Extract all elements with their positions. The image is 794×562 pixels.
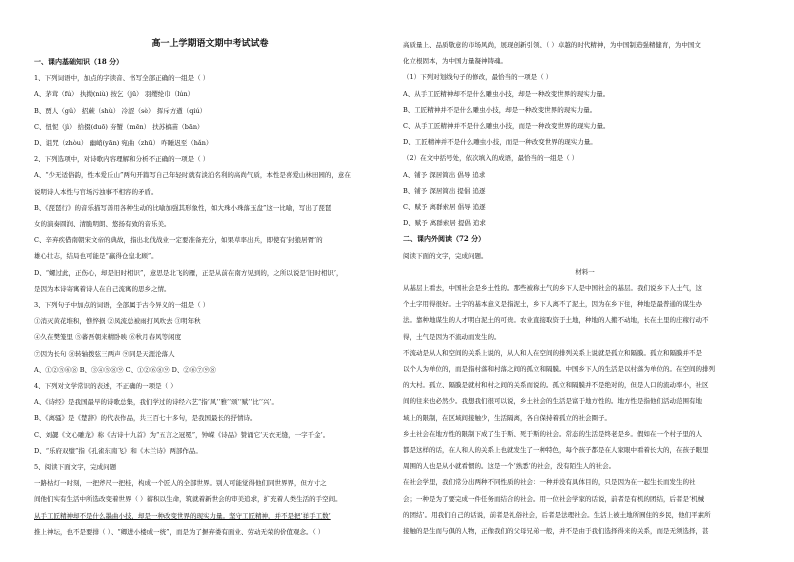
- text-line: ⑦因为长句 ⑧转轴拨弦三两声 ⑨同是天涯沦落人: [34, 349, 175, 358]
- text-line: A、①②⑤⑥⑧ B、③④⑤⑧⑨ C、①②⑥⑧⑨ D、②⑥⑦⑨⑧: [34, 365, 216, 374]
- text-line: 法。靠种地谋生的人才明白泥土的可贵。农业直接取资于土地，种地的人搬不动地，长在土里的庄稼行动不: [403, 316, 709, 325]
- text-line: 不流动是从人和空间的关系上说的，从人和人在空间的排列关系上说就是孤立和隔膜。孤立和隔膜并不是: [403, 348, 702, 357]
- text-line: B、《离骚》是《楚辞》的代表作品，共三百七十多句，是我国最长的抒情诗。: [34, 414, 257, 423]
- text-line: 化立根固本，为中国力量凝神铸魂。: [403, 57, 507, 66]
- text-line: 会；一种是为了要完成一件任务而结合的社会。用一位社会学家的话说，前者是有机的团结，后者是‘机械: [403, 494, 705, 503]
- text-line: 的团结’。用我们自己的话说，前者是礼俗社会，后者是法理社会。生活上被土地所囿住的乡民，他们平素所: [403, 510, 711, 519]
- text-line: 雄心壮志，结局也可能是“赢得仓皇北顾”。: [34, 252, 158, 261]
- text-line: 1、下列词语中，加点的字读音、书写全部正确的一组是（ ）: [34, 74, 210, 83]
- text-line: 推上神坛，也不是要排（ ）、“卿进小楼成一统”，而是为了摒弃娄有面业、劳动无荣的价值观念。（ ）: [34, 527, 325, 536]
- text-line: 间他们实有生活中所选改变着世界（ ）蓄积以生命，筑就着新世会的审美追求，扩充着人类生活的手空间。: [34, 495, 342, 504]
- text-line: 得，土气是因为不流动而发生的。: [403, 332, 501, 341]
- text-line: 从基层上看去，中国社会是乡土性的。那些被称土气的乡下人是中国社会的基层。我们说乡下人土气，这: [403, 284, 702, 292]
- text-line: 阅读下面的文字，完成问题。: [403, 251, 488, 260]
- text-line: 5、阅读下面文字，完成问题: [34, 463, 117, 471]
- text-line: 个土字用得很好。土字的基本意义是指泥土，乡下人离不了泥土，因为在乡下住，种地是最普通的谋生办: [403, 300, 702, 309]
- text-line: A、从手工匠精神却不是什么雕虫小技，却是一种改变世界的现实力量。: [403, 89, 610, 98]
- text-line: 在社会学里，我们常分出两种不同性质的社会：一种并没有具体目的，只是因为在一起生长而发生的社: [403, 478, 696, 487]
- text-line: 2、下列选项中，对诗歌内容理解和分析不正确的一项是（ ）: [34, 155, 210, 164]
- text-line: B、《琵琶行》的音乐描写善用各种生动的比喻加强其形象性，如大珠小珠落玉盘”这一比喻，写出了琵琶: [34, 203, 332, 212]
- section-heading: 一、课内基础知识（18 分）: [34, 57, 124, 66]
- text-line: C、刘勰《文心雕龙》称《古诗十九首》为“五言之冠冕”，钟嵘《诗品》赞诵它‘天衣无缝，一字千金’。: [34, 430, 330, 439]
- text-line: 从手工匠精神却不是什么墨曲小技，却是一种改变世界的现实力量。坚守工匠精神，并不是把‘祥手工数’: [34, 511, 331, 520]
- text-line: （2）在文中括号处，依次填入的成语，最恰当的一组是（ ）: [403, 154, 579, 163]
- text-line: A、《诗经》是我国最早的诗歌总集，我们学过的诗经六艺“指‘风’‘雅’‘颂’‘赋’‘比’‘兴’。: [34, 398, 279, 407]
- text-line: 4、下列对文学常识的表述，不正确的一项是（ ）: [34, 382, 177, 390]
- text-line: 接触的是生而与俱的人物，正像我们的父母兄弟一般，并不是由于我们选择得来的关系，而是无须选择，甚: [403, 527, 709, 535]
- text-line: ④久在樊笼里 ⑤蕃吾朝来精卧映 ⑥秋月春风等闲度: [34, 333, 182, 342]
- text-line: 域上的限制，在区域间接触少，生活隔离，各自保持着孤立的社会圈子。: [403, 413, 611, 422]
- page-title: 高一上学期语文期中考试试卷: [151, 39, 269, 49]
- text-line: D、“螺过此，正伤心，却是旧时相识”，意思是北飞的雁，正是从前在南方见到的，之所以说是‘旧时相识’，: [34, 268, 343, 277]
- text-line: D、工匠精神并不是什么雕虫小技，而是一种改变世界的现实力量。: [403, 138, 597, 147]
- text-line: D、赋予 离群索居 提倡 追求: [403, 219, 486, 228]
- text-line: ①消灭黄花堆积，憔悴损 ②凤流总被雨打风吹去 ③明年秋: [34, 317, 201, 326]
- text-line: A、铺予 深居简出 倡导 追求: [403, 170, 486, 179]
- text-line: C、忸怩（jì） 拾掇(duō) 夯蟹（mēn） 扶苏槁苗（bān）: [34, 122, 204, 131]
- text-line: D、诅咒（zhòu） 幽峭(yān) 宛曲（zhū） 咋睡迟至（hǎn）: [34, 139, 213, 147]
- text-line: 材料一: [575, 267, 595, 276]
- section-heading: 二、课内外阅读（72 分）: [403, 234, 486, 244]
- text-line: 高质量上、品质敬意的市场风尚，展现创新引领、（ ）卓越的时代精神，为中国制造强精健育，为中国文: [403, 41, 701, 49]
- text-line: C、辛弃疾借南朝宋文帝的典故，指出北伐战业一定要准备充分，如果草率出兵，即使有‘封狼居胥’的: [34, 236, 323, 245]
- text-line: 女的演奏圆润、清脆明朗、悠扬有致的音乐美。: [34, 220, 171, 228]
- text-line: C、赋予 离群索居 倡导 追逐: [403, 203, 486, 211]
- text-line: 都是这样的话，在人和人的关系上也就发生了一种特色，每个孩子都是在人家眼中看着长大的，在孩子眼里: [403, 446, 709, 454]
- text-line: B、工匠精神并不是什么雕虫小技，却是一种改变世界的现实力量。: [403, 105, 597, 114]
- text-line: B、铺予 深居简出 提倡 追逐: [403, 186, 486, 195]
- text-line: （1）下列对划线句子的修改，最恰当的一项是（ ）: [403, 73, 553, 82]
- text-line: 是因为本诗寄寓着诗人在自己流寓的思乡之情。: [34, 284, 171, 293]
- text-line: 周围的人也是从小就看惯的。这是一个‘熟悉’的社会，没有陌生人的社会。: [403, 462, 616, 471]
- text-line: D、“乐府双璧”指《孔雀东南飞》和《木兰诗》两部作品。: [34, 446, 202, 455]
- text-line: A、“少无适俗韵，性本爱丘山”两句开篇写自己年轻时就有淡泊名利的高尚气质，本性是喜爱山林田园的，意在: [34, 171, 351, 180]
- text-line: 3、下列句子中加点的词语，全部属于古今异义的一组是（ ）: [34, 301, 210, 309]
- text-line: C、从手工匠精神并不是什么雕虫小技，而是一种改变世界的现实力量。: [403, 122, 610, 130]
- text-line: B、贾人（gǔ） 招蕨（shù） 冷涩（sè） 挥斥方遒（qiú）: [34, 106, 207, 115]
- text-line: 说明诗人本性与官场污浊事不相容的矛盾。: [34, 187, 158, 196]
- text-line: 间的往来也必然少。我想我们很可以说，乡土社会的生活是富于地方性的。地方性是指他们活动范围有地: [403, 397, 702, 406]
- text-line: 的大村。孤立、隔膜是就村和村之间的关系而说的。孤立和隔膜并不是绝对的，但是人口的流动率小，社区: [403, 381, 709, 390]
- text-line: 乡土社会在地方性的限制下成了生于斯、死于斯的社会。常态的生活是终老是乡。假如在一个村子里的人: [403, 429, 702, 438]
- text-line: A、茅茸（fú） 执拗(niù) 按乞（jū） 羽缨纶巾（lún）: [34, 90, 195, 99]
- text-line: 一路枯灯一时刻，一把斧尺一把桂，构成一个匠人的全部世界。别人可能觉得他们同世界界，但方寸之: [34, 479, 327, 488]
- text-line: 以个人为单位的，而是指村落和村落之间的孤立和隔膜。中国乡下人的生活是以村落为单位的。在空间的排列: [403, 365, 715, 373]
